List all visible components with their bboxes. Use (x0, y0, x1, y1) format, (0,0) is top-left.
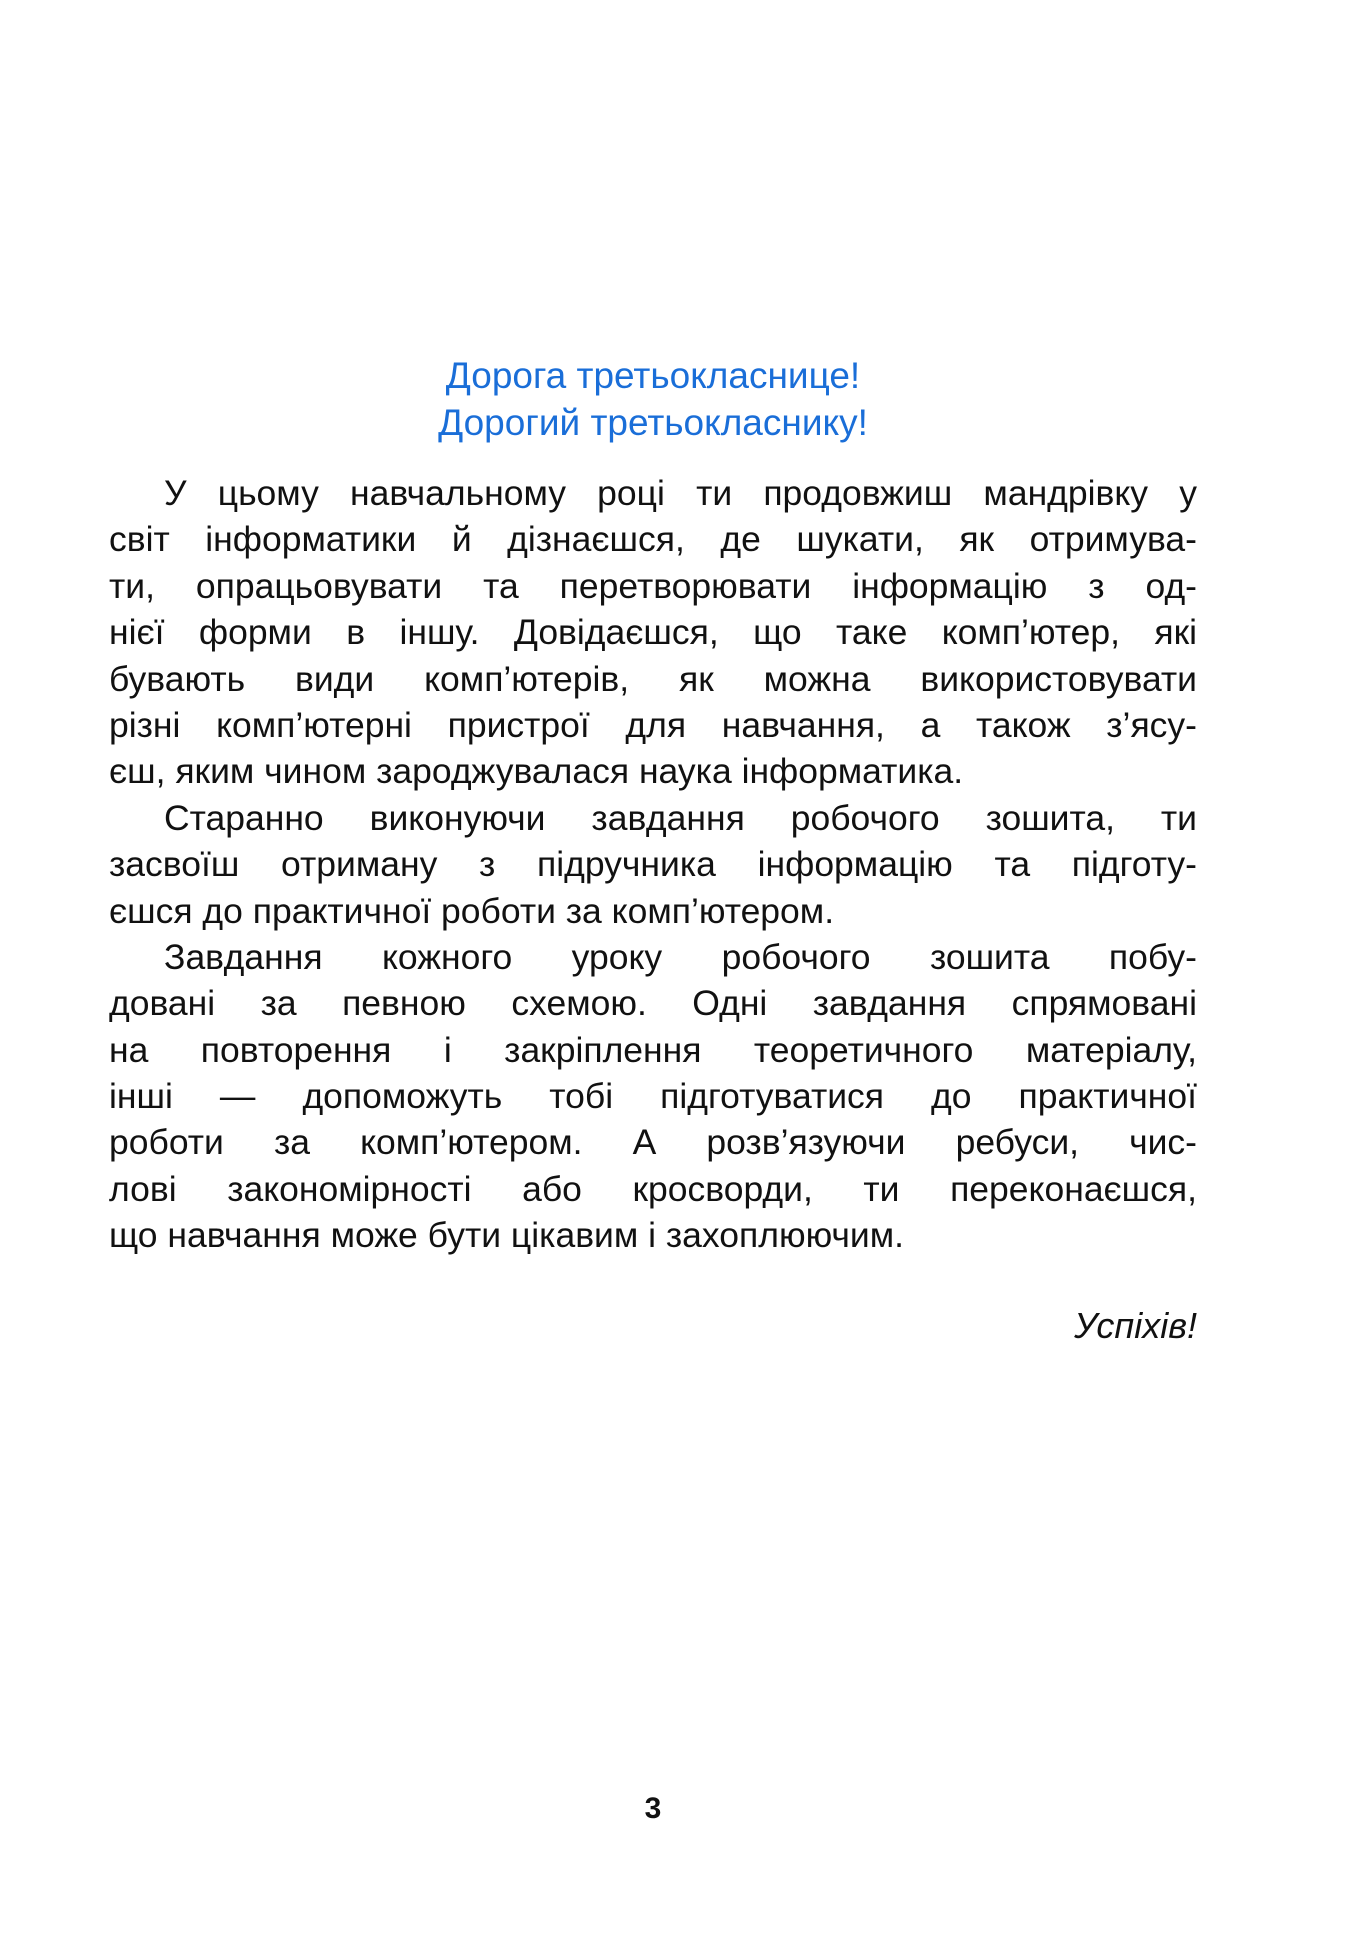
text-line: різні комп’ютерні пристрої для навчання, а також з’ясу- (109, 704, 1197, 745)
text-line: довані за певною схемою. Одні завдання спрямовані (109, 983, 1197, 1024)
body-text (109, 470, 1197, 1259)
text-line: єш, яким чином зароджувалася наука інформатика. (109, 751, 964, 792)
paragraph (109, 795, 1197, 934)
text-line: бувають види комп’ютерів, як можна використовувати (109, 658, 1197, 699)
paragraph (109, 470, 1197, 795)
paragraph (109, 934, 1197, 1259)
text-line: ти, опрацьовувати та перетворювати інформацію з од- (109, 565, 1197, 606)
text-line: світ інформатики й дізнаєшся, де шукати, як отримува- (109, 519, 1197, 560)
text-line: засвоїш отриману з підручника інформацію та підготу- (109, 844, 1197, 885)
text-line: Старанно виконуючи завдання робочого зошита, ти (164, 797, 1197, 838)
text-line: роботи за комп’ютером. А розв’язуючи ребуси, чис- (109, 1122, 1197, 1163)
text-line: Завдання кожного уроку робочого зошита побу- (164, 936, 1197, 977)
page-number: 3 (644, 1792, 662, 1825)
greeting-line-2: Дорогий третьокласнику! (438, 402, 868, 443)
text-line: що навчання може бути цікавим і захоплюючим. (109, 1215, 905, 1256)
text-line: єшся до практичної роботи за комп’ютером. (109, 890, 835, 931)
text-line: нієї форми в іншу. Довідаєшся, що таке комп’ютер, які (109, 612, 1197, 653)
text-line: У цьому навчальному році ти продовжиш мандрівку у (164, 473, 1197, 513)
text-line: на повторення і закріплення теоретичного матеріалу, (109, 1029, 1197, 1070)
text-line: лові закономірності або кросворди, ти переконаєшся, (109, 1168, 1197, 1209)
signoff: Успіхів! (1074, 1305, 1197, 1346)
greeting-title (0, 352, 1306, 446)
text-line: інші — допоможуть тобі підготуватися до практичної (109, 1076, 1197, 1117)
greeting-line-1: Дорога третьокласнице! (445, 355, 861, 396)
